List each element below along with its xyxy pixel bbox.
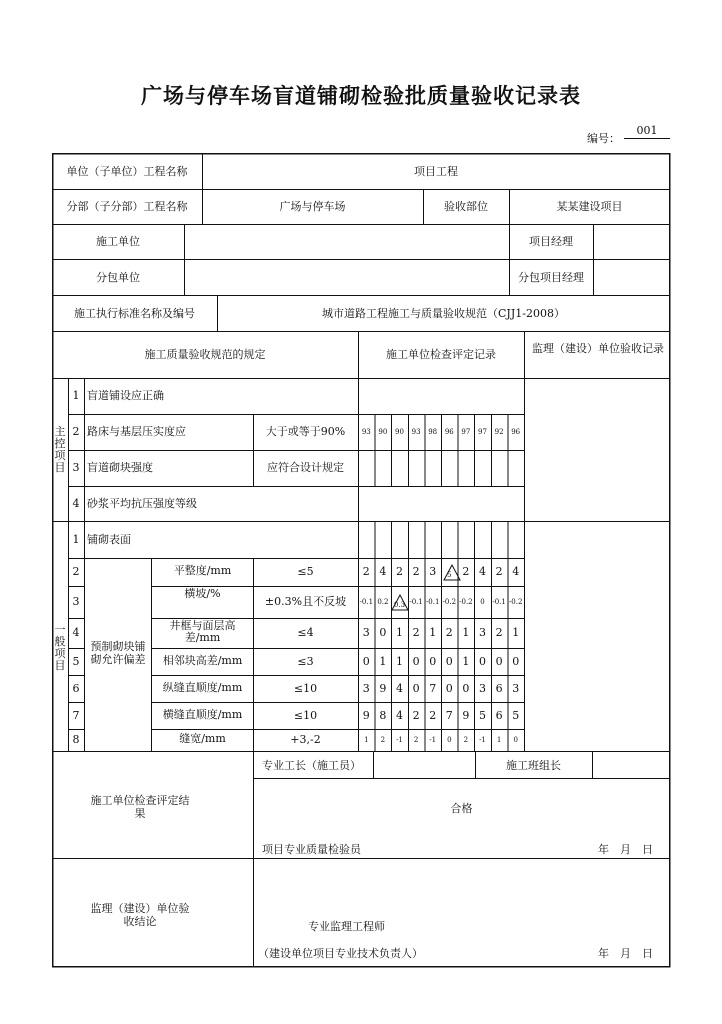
row-number: 7 — [72, 708, 80, 722]
item-requirement: 大于或等于90% — [265, 425, 346, 438]
construct-eval-label: 施工单位检查评定结果 — [90, 794, 190, 820]
row-number: 4 — [72, 496, 80, 510]
item-name: 砂浆平均抗压强度等级 — [87, 496, 197, 510]
value-cell: -1 — [479, 736, 486, 744]
sub-pm-label: 分包项目经理 — [518, 271, 584, 284]
value-cell: 2 — [412, 626, 420, 639]
item-name: 盲道铺设应正确 — [87, 389, 164, 402]
value-cell: -0.1 — [359, 598, 374, 606]
value-cell: 98 — [428, 428, 438, 436]
value-cell: 2 — [445, 626, 453, 639]
deviation-group-label: 预制砌块铺砌允许偏差 — [90, 640, 146, 666]
value-cell: 3 — [478, 681, 486, 695]
item-requirement: ≤5 — [297, 565, 314, 578]
date-label: 年 月 日 — [598, 843, 653, 856]
item-name: 盲道砌块强度 — [87, 461, 153, 474]
row-number: 5 — [72, 654, 80, 668]
value-cell: 4 — [395, 708, 403, 722]
value-cell: 90 — [395, 428, 404, 436]
value-cell: 2 — [429, 708, 437, 722]
construct-unit-label: 施工单位 — [96, 235, 140, 248]
value-cell: 97 — [461, 428, 471, 436]
value-cell: 1 — [364, 736, 369, 744]
value-cell: 4 — [379, 565, 387, 578]
item-requirement: ≤4 — [297, 626, 314, 639]
value-cell: -0.1 — [492, 598, 506, 606]
item-name: 路床与基层压实度应 — [87, 425, 186, 438]
value-cell: 0 — [513, 736, 518, 744]
standard-value: 城市道路工程施工与质量验收规范（CJJ1-2008） — [322, 307, 565, 320]
value-cell: 4 — [478, 565, 486, 578]
value-cell: 5 — [512, 708, 520, 722]
value-cell: 0 — [412, 681, 420, 695]
value-cell: 0 — [478, 654, 486, 668]
row-number: 2 — [72, 425, 80, 438]
value-cell: 0 — [480, 598, 485, 606]
value-cell: 8 — [379, 708, 387, 722]
row-number: 3 — [72, 461, 80, 474]
value-cell: -0.2 — [442, 598, 457, 606]
item-name: 纵缝直顺度/mm — [162, 680, 243, 694]
value-cell: 92 — [494, 428, 504, 436]
value-cell: 2 — [412, 708, 420, 722]
value-cell: 2 — [495, 565, 503, 578]
value-cell: 2 — [462, 565, 470, 578]
value-cell: -1 — [429, 736, 437, 744]
unit-name-value: 项目工程 — [414, 165, 458, 178]
item-name: 井框与面层高差/mm — [169, 619, 236, 644]
engineer-label: 专业监理工程师 — [308, 920, 385, 933]
value-cell: 0 — [512, 654, 520, 668]
value-cell: 9 — [462, 708, 470, 722]
value-cell: -0.2 — [459, 598, 473, 606]
pm-label: 项目经理 — [529, 235, 573, 248]
sub-name-label: 分部（子分部）工程名称 — [66, 200, 188, 213]
value-cell: 1 — [395, 654, 403, 668]
standard-label: 施工执行标准名称及编号 — [74, 307, 195, 320]
col-check: 施工单位检查评定记录 — [386, 348, 496, 361]
item-name: 横缝直顺度/mm — [162, 707, 243, 721]
unit-name-label: 单位（子单位）工程名称 — [66, 165, 188, 178]
col-supervise: 监理（建设）单位验收记录 — [532, 342, 664, 355]
value-cell: 7 — [445, 708, 453, 722]
date-label-2: 年 月 日 — [598, 947, 653, 960]
value-cell: 2 — [463, 736, 469, 744]
value-cell: 1 — [512, 626, 520, 639]
value-cell: 9 — [362, 708, 370, 722]
value-cell: -0.2 — [508, 598, 523, 606]
value-cell: 93 — [411, 428, 421, 436]
row-number: 1 — [72, 389, 80, 402]
result-text: 合格 — [450, 802, 473, 815]
col-spec: 施工质量验收规范的规定 — [144, 348, 266, 361]
item-requirement: 应符合设计规定 — [267, 461, 344, 474]
value-cell: 9 — [379, 681, 387, 695]
item-requirement: ≤10 — [293, 708, 318, 722]
main-group-label: 主控项目 — [54, 425, 66, 474]
value-cell: 90 — [378, 428, 388, 436]
sub-name-value: 广场与停车场 — [279, 200, 346, 213]
value-cell: 4 — [395, 681, 403, 695]
row-number: 4 — [72, 626, 80, 639]
value-cell: 0 — [445, 654, 453, 668]
value-cell: 5 — [478, 708, 486, 722]
row-number: 1 — [72, 533, 80, 546]
tech-label: （建设单位项目专业技术负责人） — [258, 947, 423, 960]
qc-label: 项目专业质量检验员 — [262, 843, 361, 856]
supervise-label: 监理（建设）单位验收结论 — [90, 902, 190, 928]
value-cell: 3 — [362, 626, 370, 639]
value-cell: 2 — [395, 565, 403, 578]
value-cell: 1 — [379, 654, 387, 668]
row-number: 8 — [72, 733, 80, 746]
value-cell: 2 — [495, 626, 503, 639]
value-cell: 1 — [462, 654, 470, 668]
value-cell: 0.2 — [377, 598, 389, 606]
value-cell: 96 — [511, 428, 521, 436]
row-number: 3 — [72, 595, 80, 608]
value-cell: 7 — [429, 681, 437, 695]
item-requirement: ≤3 — [297, 654, 314, 668]
subcontract-label: 分包单位 — [96, 271, 140, 284]
value-cell: 0 — [447, 736, 452, 744]
value-cell: 97 — [478, 428, 487, 436]
inspect-part-value: 某某建设项目 — [556, 200, 623, 213]
item-requirement: ±0.3%且不反坡 — [264, 595, 347, 608]
value-cell: 0.3 — [393, 601, 406, 609]
row-number: 2 — [72, 565, 80, 578]
value-cell: 0 — [429, 654, 437, 668]
value-cell: 0 — [362, 654, 370, 668]
item-name: 缝宽/mm — [179, 732, 226, 745]
value-cell: 3 — [512, 681, 520, 695]
row-number: 6 — [72, 681, 80, 695]
code-value: 001 — [624, 124, 670, 139]
value-cell: -0.1 — [425, 598, 440, 606]
value-cell: 2 — [362, 565, 370, 578]
value-cell: 93 — [361, 428, 371, 436]
value-cell: 3 — [429, 565, 437, 578]
value-cell: 6 — [495, 708, 503, 722]
value-cell: -0.1 — [409, 598, 423, 606]
team-leader-label: 施工班组长 — [506, 759, 561, 772]
value-cell: 2 — [380, 736, 386, 744]
value-cell: 1 — [496, 736, 502, 744]
item-name: 相邻块高差/mm — [162, 653, 243, 667]
item-name: 平整度/mm — [173, 564, 232, 577]
page-title: 广场与停车场盲道铺砌检验批质量验收记录表 — [141, 84, 581, 108]
value-cell: 2 — [412, 565, 420, 578]
value-cell: 96 — [444, 428, 454, 436]
value-cell: 0 — [462, 681, 470, 695]
inspect-part-label: 验收部位 — [444, 200, 488, 213]
value-cell: 4 — [512, 565, 520, 578]
value-cell: 0 — [412, 654, 420, 668]
value-cell: 0 — [495, 654, 503, 668]
item-name: 铺砌表面 — [87, 533, 131, 546]
value-cell: 6 — [495, 681, 503, 695]
foreman-label: 专业工长（施工员） — [262, 759, 361, 772]
item-requirement: ≤10 — [293, 681, 318, 695]
item-requirement: +3,-2 — [290, 733, 321, 746]
value-cell: 1 — [395, 626, 403, 639]
item-name: 横坡/% — [184, 587, 221, 600]
general-group-label: 一般项目 — [54, 623, 66, 672]
value-cell: 5 — [447, 571, 452, 579]
code-label: 编号： — [587, 132, 620, 145]
value-cell: 1 — [462, 626, 470, 639]
value-cell: 3 — [478, 626, 486, 639]
value-cell: 0 — [445, 681, 453, 695]
value-cell: 0 — [379, 626, 387, 639]
value-cell: 3 — [362, 681, 370, 695]
value-cell: 1 — [429, 626, 437, 639]
value-cell: 2 — [413, 736, 419, 744]
value-cell: -1 — [396, 736, 403, 744]
